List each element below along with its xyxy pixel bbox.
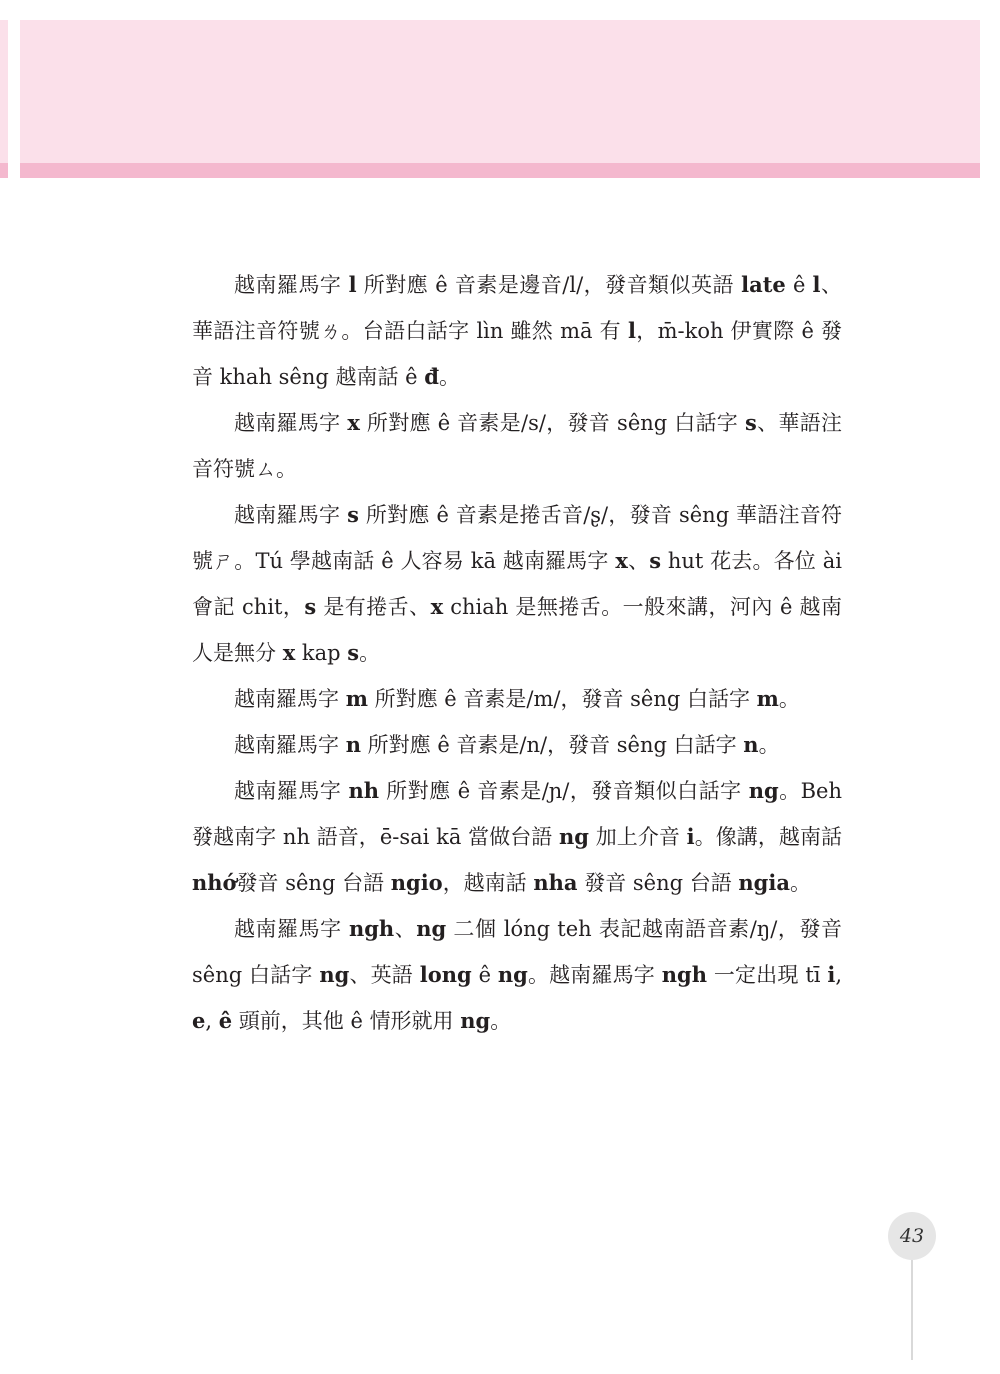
bold-term: m — [345, 686, 368, 711]
bold-term: ngh — [348, 916, 395, 941]
text-run: ，m̄-koh 伊實際 ê 發音 khah sêng 越南話 ê — [192, 319, 843, 389]
text-run: 。 — [778, 687, 800, 711]
bold-term: ng — [460, 1008, 491, 1033]
text-run: 一定出現 tī — [707, 963, 828, 987]
text-run: 。越南羅馬字 — [527, 963, 662, 987]
page-number-line — [911, 1260, 913, 1360]
bold-term: x — [430, 594, 444, 619]
text-run: 越南羅馬字 — [234, 503, 348, 527]
bold-term: s — [347, 640, 360, 665]
bold-term: ng — [416, 916, 447, 941]
bold-term: ng — [748, 778, 779, 803]
text-run: ê — [785, 273, 813, 297]
text-run: , — [205, 1009, 219, 1033]
text-run: chiah 是無捲舌。一般來講，河內 ê 越南人是無分 — [192, 595, 842, 665]
bold-term: s — [304, 594, 317, 619]
text-run: 發音 sêng 台語 — [577, 871, 739, 895]
bold-term: late — [741, 272, 786, 297]
text-run: 所對應 ê 音素是捲舌音/ʂ/，發音 sêng 華語注音符號ㄕ。Tú 學越南話 ê 人容易 kā 越南羅馬字 — [192, 503, 842, 573]
bold-term: x — [347, 410, 360, 435]
bold-term: ng — [559, 824, 589, 849]
bold-term: i — [827, 962, 836, 987]
text-run: ê — [471, 963, 498, 987]
bold-term: n — [743, 732, 759, 757]
text-run: 所對應 ê 音素是/m/，發音 sêng 白話字 — [367, 687, 757, 711]
text-run: 、 — [627, 549, 650, 573]
text-run: 越南羅馬字 — [234, 917, 349, 941]
text-run: 、華語注音符號ㄌ。台語白話字 lìn 雖然 mā 有 — [192, 273, 843, 343]
text-run: 。 — [758, 733, 780, 757]
paragraph — [192, 906, 842, 1044]
text-run: 。像講，越南話 — [694, 825, 842, 849]
bold-term: l — [348, 272, 357, 297]
bold-term: ngia — [738, 870, 790, 895]
text-run: 加上介音 — [588, 825, 687, 849]
bold-term: n — [345, 732, 361, 757]
page-number-label: 43 — [899, 1225, 925, 1247]
text-run: 越南羅馬字 — [234, 687, 346, 711]
bold-term: nhớ — [192, 870, 237, 895]
bold-term: nh — [348, 778, 380, 803]
bold-term: long — [419, 962, 472, 987]
text-run: , — [835, 963, 843, 987]
text-run: 越南羅馬字 — [234, 411, 348, 435]
text-run: 所對應 ê 音素是/ɲ/，發音類似白話字 — [379, 779, 749, 803]
left-edge-tab — [0, 20, 8, 163]
text-run: 。 — [789, 871, 811, 895]
bold-term: m — [756, 686, 779, 711]
text-run: 越南羅馬字 — [234, 779, 349, 803]
text-run: 越南羅馬字 — [234, 273, 349, 297]
text-run: 發音 sêng 台語 — [236, 871, 391, 895]
bold-term: e — [192, 1008, 206, 1033]
bold-term: ê — [218, 1008, 233, 1033]
text-run: 、英語 — [349, 963, 420, 987]
text-run: 是有捲舌、 — [316, 595, 431, 619]
left-edge-tab-stripe — [0, 163, 8, 178]
bold-term: l — [627, 318, 636, 343]
text-run: 所對應 ê 音素是/s/，發音 sêng 白話字 — [359, 411, 746, 435]
bold-term: s — [347, 502, 359, 527]
text-run: 。Beh 發越南字 nh 語音，ē-sai kā 當做台語 — [192, 779, 842, 849]
text-run: 所對應 ê 音素是邊音/l/，發音類似英語 — [356, 273, 742, 297]
text-run: 越南羅馬字 — [234, 733, 346, 757]
paragraph — [192, 676, 842, 722]
text-run: 。 — [359, 641, 381, 665]
bold-term: x — [615, 548, 628, 573]
bold-term: ng — [319, 962, 350, 987]
paragraph — [192, 492, 842, 676]
bold-term: x — [282, 640, 296, 665]
bold-term: i — [686, 824, 695, 849]
text-run: 、華語注音符號ㄙ。 — [192, 411, 843, 481]
text-run: 頭前，其他 ê 情形就用 — [232, 1009, 461, 1033]
bold-term: nha — [533, 870, 578, 895]
text-run: hut 花去。各位 ài 會記 chit， — [192, 549, 843, 619]
bold-term: l — [812, 272, 821, 297]
header-stripe — [20, 163, 980, 178]
paragraph — [192, 768, 842, 906]
bold-term: ngh — [661, 962, 708, 987]
paragraph — [192, 722, 842, 768]
bold-term: s — [745, 410, 757, 435]
text-run: 。 — [438, 365, 460, 389]
bold-term: ng — [497, 962, 528, 987]
paragraph — [192, 400, 842, 492]
text-run: 所對應 ê 音素是/n/，發音 sêng 白話字 — [360, 733, 744, 757]
bold-term: ngio — [390, 870, 443, 895]
bold-term: s — [649, 548, 662, 573]
text-run: 二個 lóng teh 表記越南語音素/ŋ/，發音 sêng 白話字 — [192, 917, 842, 987]
text-run: 、 — [394, 917, 417, 941]
page-number — [888, 1212, 936, 1260]
paragraph — [192, 262, 842, 400]
header-band — [20, 20, 980, 163]
text-run: 。 — [490, 1009, 512, 1033]
text-run: ，越南話 — [442, 871, 534, 895]
text-run: kap — [295, 641, 348, 665]
bold-term: đ — [424, 364, 439, 389]
body-text — [192, 262, 842, 1044]
